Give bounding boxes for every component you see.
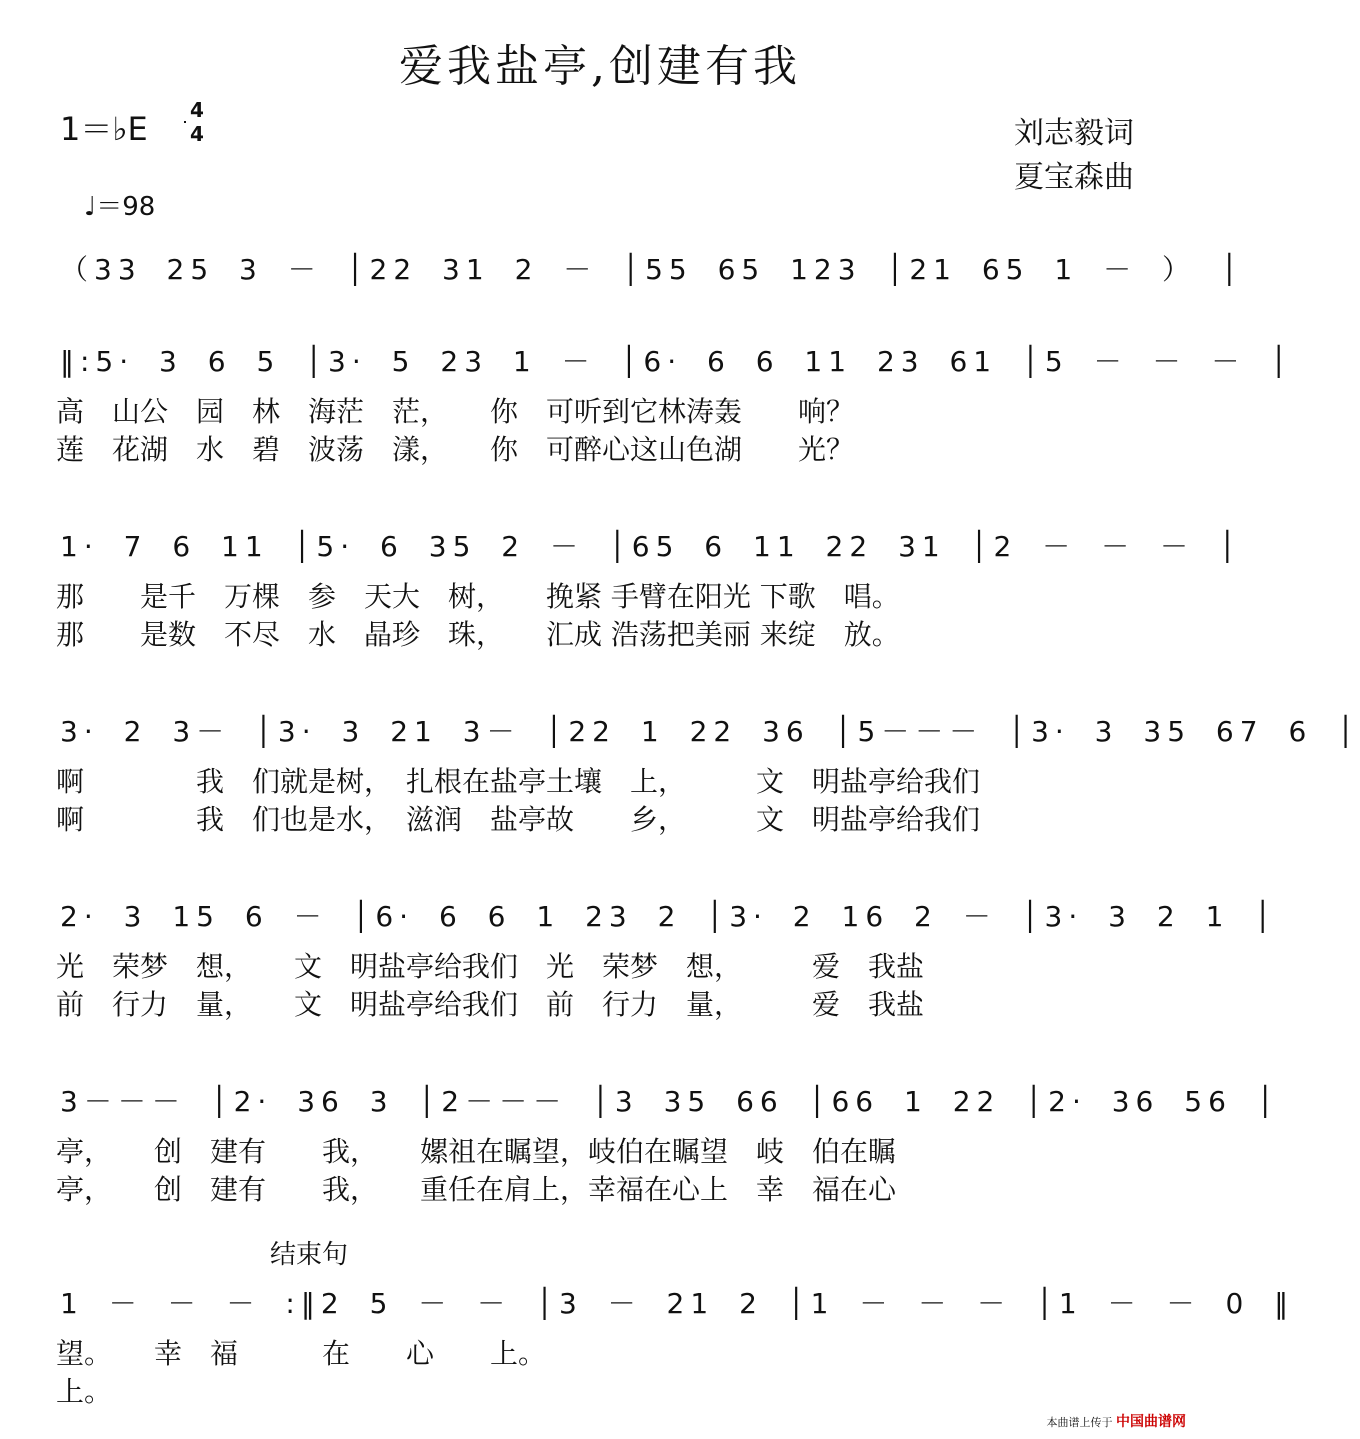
meter-line xyxy=(184,121,186,123)
page-title: 爱我盐亭,创建有我 xyxy=(399,41,801,92)
key-signature: 1＝♭E xyxy=(60,110,148,148)
meter-bottom: 4 xyxy=(190,122,204,146)
lyric-line: 莲 花湖 水 碧 波荡 漾， 你 可醉心这山色湖 光？ xyxy=(56,433,855,466)
lyric-line: 那 是数 不尽 水 晶珍 珠， 汇成 浩荡把美丽 来绽 放。 xyxy=(56,618,900,651)
lyric-line: 望。 幸 福 在 心 上。 xyxy=(56,1337,547,1370)
lyric-line: 亭， 创 建有 我， 嫘祖在瞩望，岐伯在瞩望 岐 伯在瞩 xyxy=(56,1135,897,1168)
time-signature xyxy=(182,100,212,144)
footer-text: 本曲谱上传于 xyxy=(1046,1416,1113,1429)
notation-row: ‖:5· 3 6 5 │3· 5 23 1 － │6· 6 6 11 23 61 │5 － － － │ xyxy=(60,345,1294,378)
lyric-line: 啊 我 们就是树， 扎根在盐亭土壤 上， 文 明盐亭给我们 xyxy=(56,765,981,798)
lyric-line: 亭， 创 建有 我， 重任在肩上，幸福在心上 幸 福在心 xyxy=(56,1173,897,1206)
lyric-line: 啊 我 们也是水， 滋润 盐亭故 乡， 文 明盐亭给我们 xyxy=(56,803,981,836)
footer xyxy=(1047,1411,1187,1431)
notation-row: 3· 2 3－ │3· 3 21 3－ │22 1 22 36 │5－－－ │3· 3 35 67 6 │ xyxy=(60,715,1360,748)
footer-site: 中国曲谱网 xyxy=(1116,1414,1186,1430)
notation-row: （33 25 3 － │22 31 2 － │55 65 123 │21 65 1 － ） │ xyxy=(60,253,1244,286)
lyric-line: 上。 xyxy=(56,1375,113,1408)
meter-top: 4 xyxy=(190,98,204,122)
notation-row: 2· 3 15 6 － │6· 6 6 1 23 2 │3· 2 16 2 － │3· 3 2 1 │ xyxy=(60,900,1278,933)
composer-credit: 夏宝森曲 xyxy=(1014,160,1134,195)
tempo-marking: ♩＝98 xyxy=(84,192,156,222)
lyric-line: 光 荣梦 想， 文 明盐亭给我们 光 荣梦 想， 爱 我盐 xyxy=(56,950,925,983)
lyric-line: 那 是千 万棵 参 天大 树， 挽紧 手臂在阳光 下歌 唱。 xyxy=(56,580,900,613)
lyric-line: 前 行力 量， 文 明盐亭给我们 前 行力 量， 爱 我盐 xyxy=(56,988,925,1021)
lyric-line: 高 山公 园 林 海茫 茫， 你 可听到它林涛轰 响？ xyxy=(56,395,855,428)
notation-row: 3－－－ │2· 36 3 │2－－－ │3 35 66 │66 1 22 │2· 36 56 │ xyxy=(60,1085,1280,1118)
lyricist-credit: 刘志毅词 xyxy=(1014,116,1134,151)
notation-row: 1 － － － :‖2 5 － － │3 － 21 2 │1 － － － │1 － － 0 ‖ xyxy=(60,1287,1295,1320)
ending-label: 结束句 xyxy=(270,1240,349,1270)
notation-row: 1· 7 6 11 │5· 6 35 2 － │65 6 11 22 31 │2 － － － │ xyxy=(60,530,1242,563)
